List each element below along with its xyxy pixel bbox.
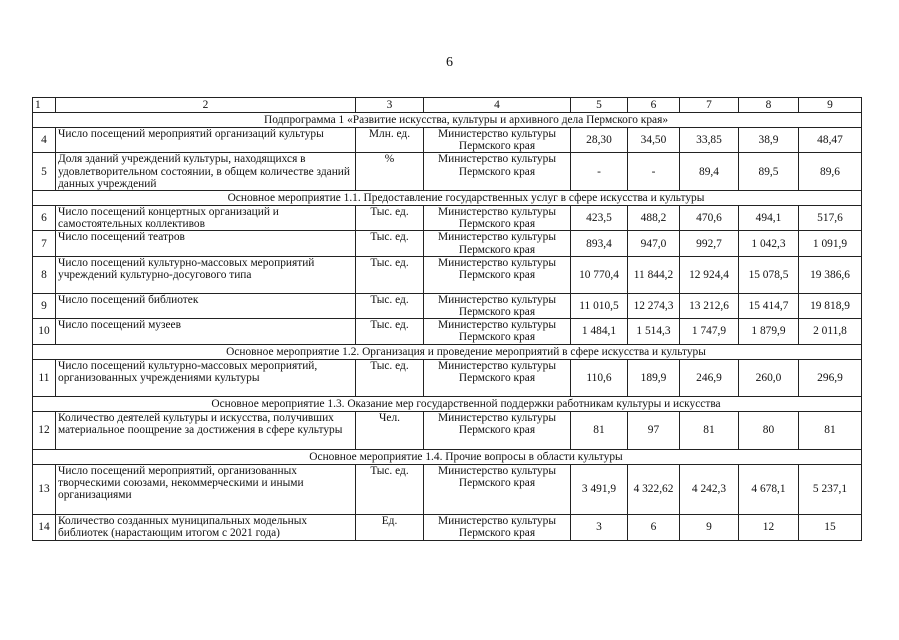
responsible-ministry: Министерство культуры Пермского края	[424, 293, 571, 318]
value-cell: 80	[739, 411, 799, 449]
header-cell: 4	[424, 98, 571, 113]
value-cell: 1 042,3	[739, 231, 799, 256]
value-cell: 81	[571, 411, 628, 449]
section-title: Основное мероприятие 1.3. Оказание мер государственной поддержки работникам культуры и искусства	[33, 396, 862, 411]
unit-of-measure: %	[356, 153, 424, 191]
value-cell: 260,0	[739, 359, 799, 396]
table-row	[33, 514, 862, 540]
value-cell: -	[628, 153, 680, 191]
responsible-ministry: Министерство культуры Пермского края	[424, 411, 571, 449]
value-cell: 97	[628, 411, 680, 449]
section-row	[33, 344, 862, 359]
indicator-name: Число посещений театров	[56, 231, 356, 256]
header-cell: 9	[799, 98, 862, 113]
responsible-ministry: Министерство культуры Пермского края	[424, 359, 571, 396]
value-cell: 4 678,1	[739, 464, 799, 514]
header-row	[33, 98, 862, 113]
value-cell: 19 818,9	[799, 293, 862, 318]
value-cell: 89,6	[799, 153, 862, 191]
value-cell: 11 844,2	[628, 256, 680, 293]
section-title: Основное мероприятие 1.1. Предоставление государственных услуг в сфере искусства и культуры	[33, 191, 862, 206]
row-number: 9	[33, 293, 56, 318]
indicator-name: Число посещений музеев	[56, 319, 356, 344]
indicator-name: Число посещений библиотек	[56, 293, 356, 318]
unit-of-measure: Млн. ед.	[356, 128, 424, 153]
value-cell: 15 414,7	[739, 293, 799, 318]
section-row	[33, 396, 862, 411]
section-title: Основное мероприятие 1.4. Прочие вопросы в области культуры	[33, 449, 862, 464]
value-cell: 81	[799, 411, 862, 449]
value-cell: 19 386,6	[799, 256, 862, 293]
responsible-ministry: Министерство культуры Пермского края	[424, 206, 571, 231]
indicator-name: Количество деятелей культуры и искусства, получивших материальное поощрение за достижения в сфере культуры	[56, 411, 356, 449]
unit-of-measure: Тыс. ед.	[356, 359, 424, 396]
value-cell: 33,85	[680, 128, 739, 153]
value-cell: 1 747,9	[680, 319, 739, 344]
value-cell: 1 091,9	[799, 231, 862, 256]
value-cell: 494,1	[739, 206, 799, 231]
value-cell: 5 237,1	[799, 464, 862, 514]
table-row	[33, 319, 862, 344]
value-cell: 89,5	[739, 153, 799, 191]
table-row	[33, 293, 862, 318]
header-cell: 8	[739, 98, 799, 113]
value-cell: 4 322,62	[628, 464, 680, 514]
value-cell: 34,50	[628, 128, 680, 153]
row-number: 7	[33, 231, 56, 256]
value-cell: 11 010,5	[571, 293, 628, 318]
responsible-ministry: Министерство культуры Пермского края	[424, 319, 571, 344]
indicator-name: Число посещений концертных организаций и самостоятельных коллективов	[56, 206, 356, 231]
unit-of-measure: Тыс. ед.	[356, 231, 424, 256]
row-number: 13	[33, 464, 56, 514]
indicators-table	[32, 97, 862, 541]
row-number: 6	[33, 206, 56, 231]
value-cell: 38,9	[739, 128, 799, 153]
unit-of-measure: Ед.	[356, 514, 424, 540]
value-cell: 3 491,9	[571, 464, 628, 514]
value-cell: 89,4	[680, 153, 739, 191]
section-title: Основное мероприятие 1.2. Организация и проведение мероприятий в сфере искусства и культуры	[33, 344, 862, 359]
table-row	[33, 128, 862, 153]
unit-of-measure: Тыс. ед.	[356, 256, 424, 293]
value-cell: 296,9	[799, 359, 862, 396]
indicator-name: Число посещений культурно-массовых мероприятий учреждений культурно-досугового типа	[56, 256, 356, 293]
row-number: 12	[33, 411, 56, 449]
value-cell: 423,5	[571, 206, 628, 231]
value-cell: 470,6	[680, 206, 739, 231]
value-cell: 12 274,3	[628, 293, 680, 318]
row-number: 4	[33, 128, 56, 153]
responsible-ministry: Министерство культуры Пермского края	[424, 153, 571, 191]
indicator-name: Доля зданий учреждений культуры, находящихся в удовлетворительном состоянии, в общем количестве зданий данных учреждений	[56, 153, 356, 191]
value-cell: 4 242,3	[680, 464, 739, 514]
header-cell: 5	[571, 98, 628, 113]
value-cell: 1 484,1	[571, 319, 628, 344]
value-cell: 6	[628, 514, 680, 540]
value-cell: 992,7	[680, 231, 739, 256]
responsible-ministry: Министерство культуры Пермского края	[424, 256, 571, 293]
header-cell: 2	[56, 98, 356, 113]
row-number: 5	[33, 153, 56, 191]
value-cell: 110,6	[571, 359, 628, 396]
row-number: 14	[33, 514, 56, 540]
value-cell: 517,6	[799, 206, 862, 231]
row-number: 11	[33, 359, 56, 396]
value-cell: 12	[739, 514, 799, 540]
responsible-ministry: Министерство культуры Пермского края	[424, 514, 571, 540]
value-cell: 893,4	[571, 231, 628, 256]
value-cell: 189,9	[628, 359, 680, 396]
table-row	[33, 153, 862, 191]
value-cell: 48,47	[799, 128, 862, 153]
header-cell: 7	[680, 98, 739, 113]
indicator-name: Количество созданных муниципальных модельных библиотек (нарастающим итогом с 2021 года)	[56, 514, 356, 540]
unit-of-measure: Чел.	[356, 411, 424, 449]
indicator-name: Число посещений культурно-массовых мероприятий, организованных учреждениями культуры	[56, 359, 356, 396]
value-cell: 9	[680, 514, 739, 540]
unit-of-measure: Тыс. ед.	[356, 206, 424, 231]
table-row	[33, 256, 862, 293]
value-cell: 3	[571, 514, 628, 540]
table-row	[33, 359, 862, 396]
value-cell: 10 770,4	[571, 256, 628, 293]
value-cell: 1 514,3	[628, 319, 680, 344]
responsible-ministry: Министерство культуры Пермского края	[424, 128, 571, 153]
value-cell: 947,0	[628, 231, 680, 256]
responsible-ministry: Министерство культуры Пермского края	[424, 464, 571, 514]
table-row	[33, 411, 862, 449]
value-cell: -	[571, 153, 628, 191]
table-row	[33, 464, 862, 514]
section-row	[33, 113, 862, 128]
table-row	[33, 231, 862, 256]
unit-of-measure: Тыс. ед.	[356, 293, 424, 318]
value-cell: 488,2	[628, 206, 680, 231]
value-cell: 28,30	[571, 128, 628, 153]
value-cell: 12 924,4	[680, 256, 739, 293]
value-cell: 15	[799, 514, 862, 540]
value-cell: 15 078,5	[739, 256, 799, 293]
header-cell: 6	[628, 98, 680, 113]
value-cell: 81	[680, 411, 739, 449]
value-cell: 246,9	[680, 359, 739, 396]
indicator-name: Число посещений мероприятий организаций культуры	[56, 128, 356, 153]
header-cell: 3	[356, 98, 424, 113]
row-number: 8	[33, 256, 56, 293]
table-row	[33, 206, 862, 231]
value-cell: 2 011,8	[799, 319, 862, 344]
row-number: 10	[33, 319, 56, 344]
indicator-name: Число посещений мероприятий, организованных творческими союзами, некоммерческими и иными организациями	[56, 464, 356, 514]
value-cell: 1 879,9	[739, 319, 799, 344]
unit-of-measure: Тыс. ед.	[356, 464, 424, 514]
section-row	[33, 191, 862, 206]
unit-of-measure: Тыс. ед.	[356, 319, 424, 344]
value-cell: 13 212,6	[680, 293, 739, 318]
section-title: Подпрограмма 1 «Развитие искусства, культуры и архивного дела Пермского края»	[33, 113, 862, 128]
header-cell: 1	[33, 98, 56, 113]
responsible-ministry: Министерство культуры Пермского края	[424, 231, 571, 256]
page-number: 6	[446, 55, 453, 70]
section-row	[33, 449, 862, 464]
